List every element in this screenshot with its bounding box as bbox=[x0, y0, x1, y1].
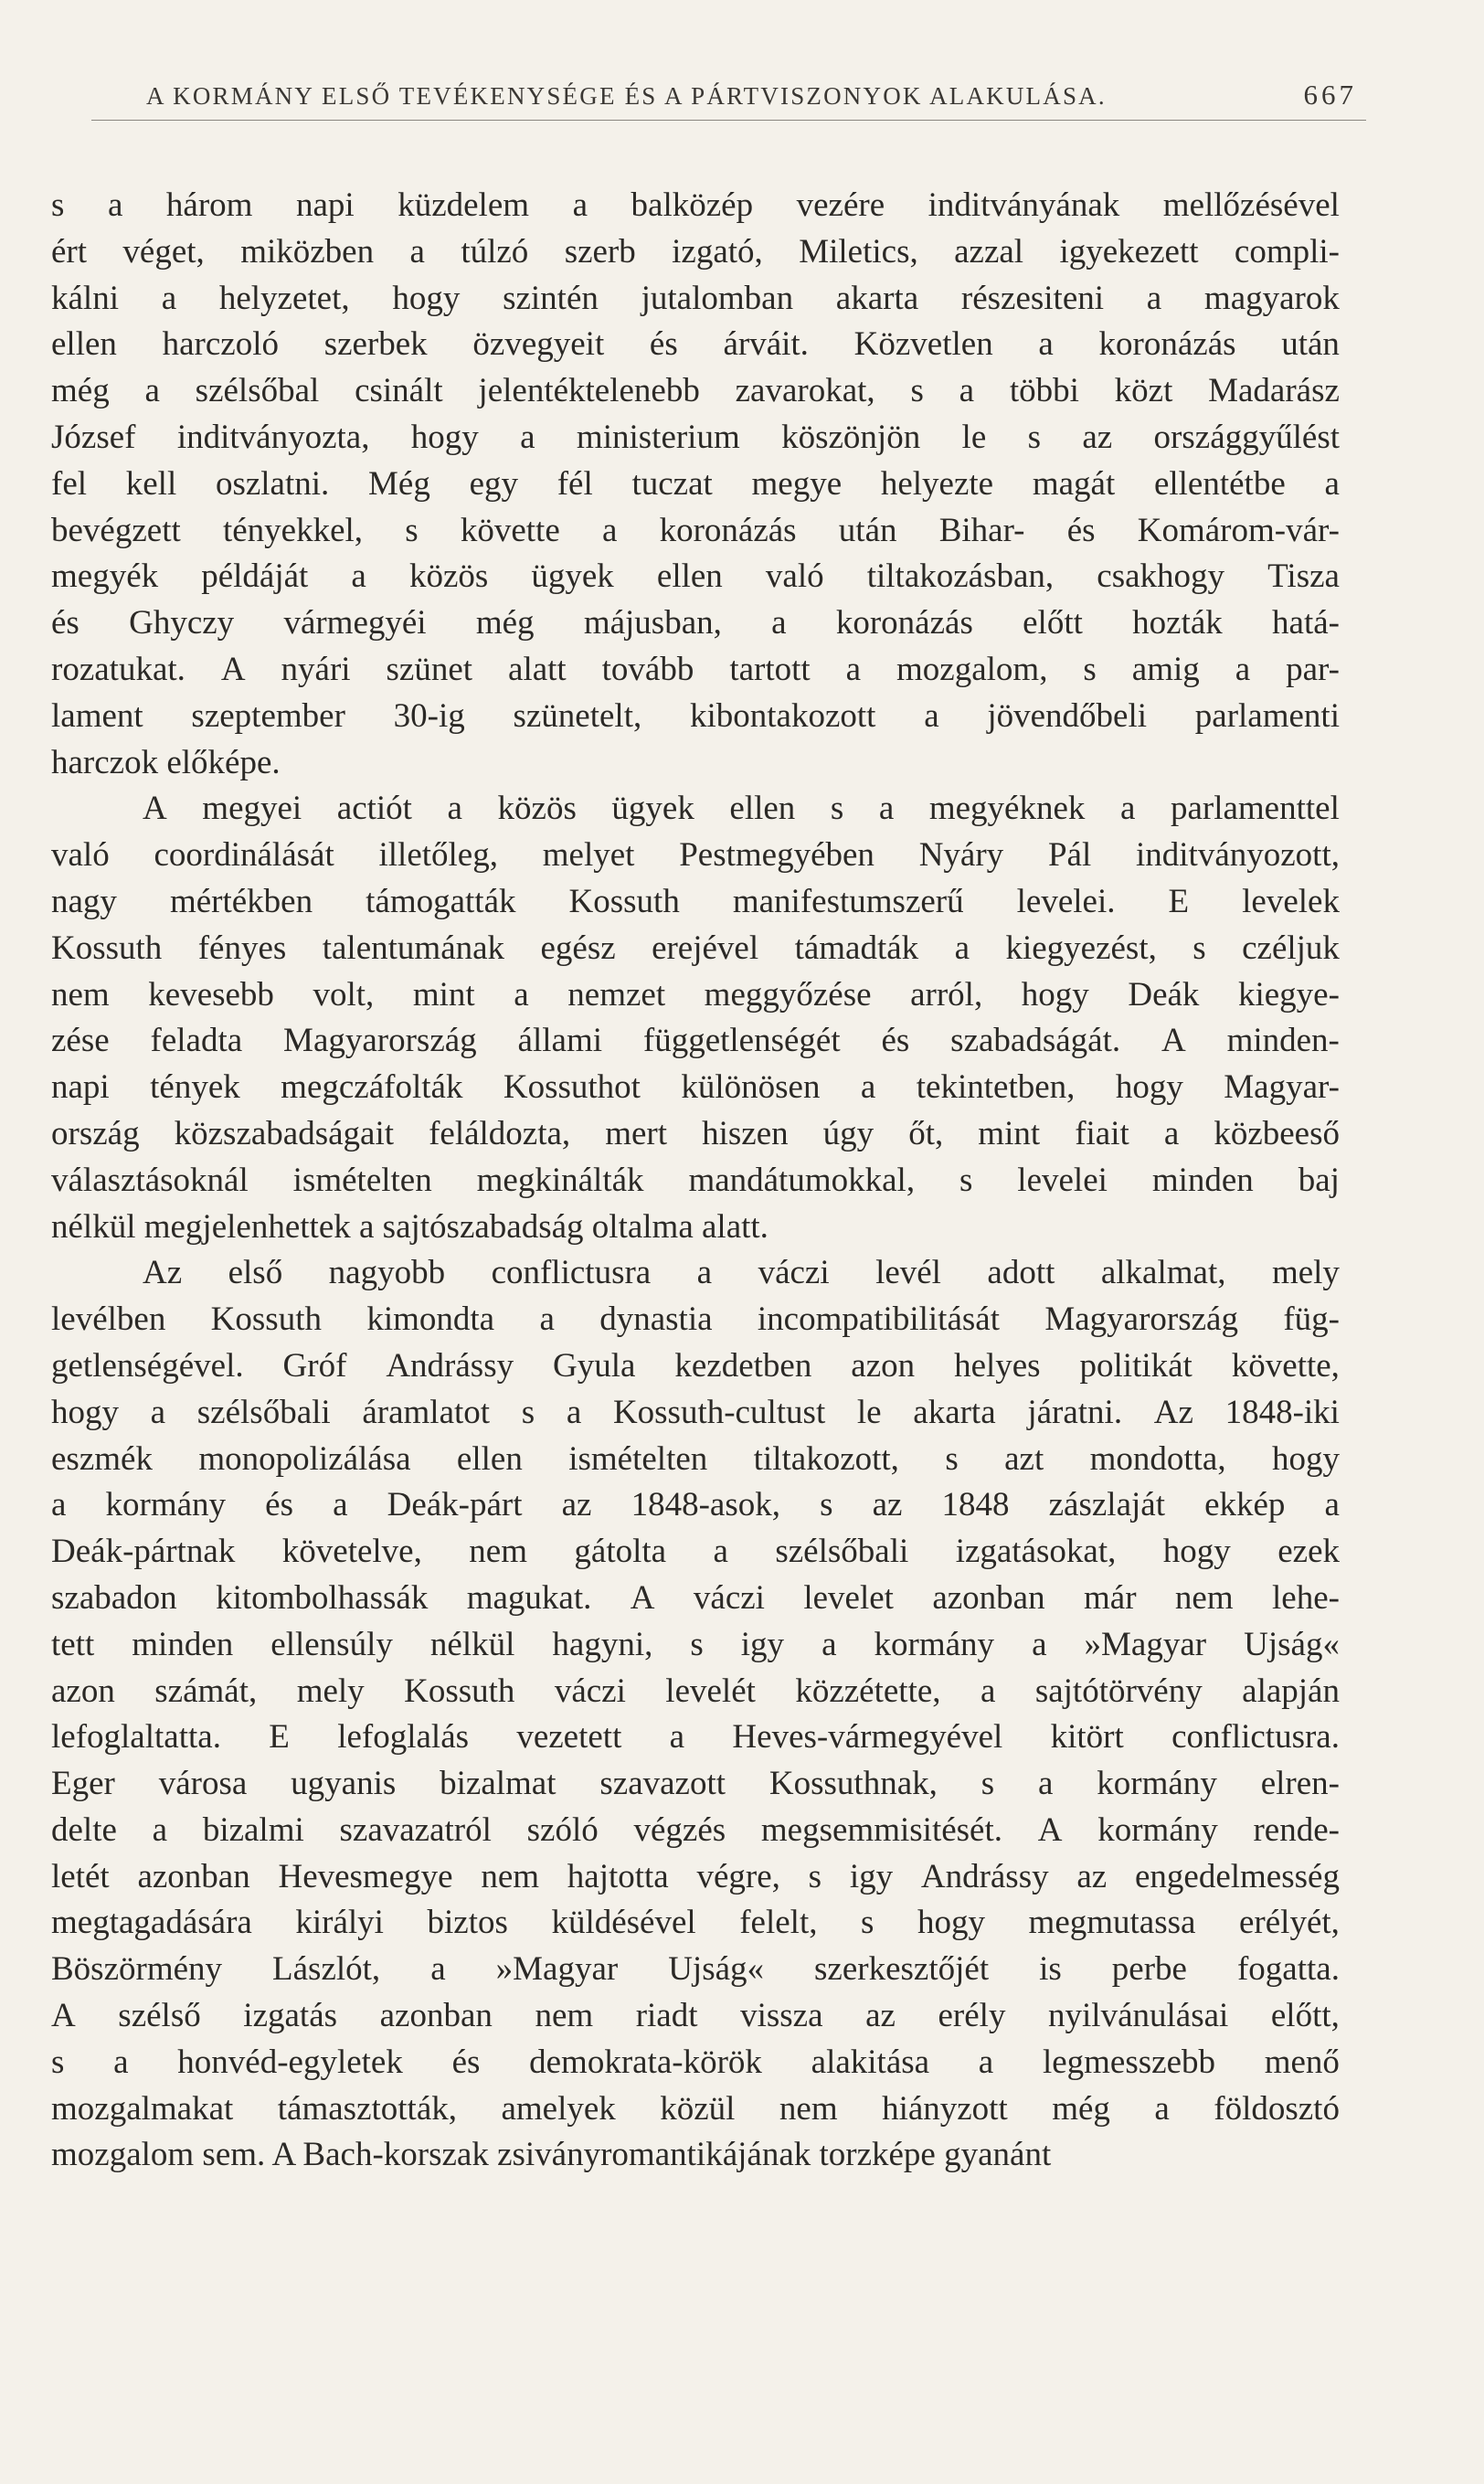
text-line: s a három napi küzdelem a balközép vezére inditványának mellőzésével bbox=[51, 186, 1340, 224]
text-line: kálni a helyzetet, hogy szintén jutalomban akarta részesiteni a magyarok bbox=[51, 279, 1340, 317]
text-line: Az első nagyobb conflictusra a váczi levél adott alkalmat, mely bbox=[143, 1254, 1340, 1292]
text-line: letét azonban Hevesmegye nem hajtotta végre, s igy Andrássy az engedelmesség bbox=[51, 1857, 1340, 1895]
text-line: azon számát, mely Kossuth váczi levelét közzétette, a sajtótörvény alapján bbox=[51, 1672, 1340, 1710]
text-line: fel kell oszlatni. Még egy fél tuczat megye helyezte magát ellentétbe a bbox=[51, 464, 1340, 503]
text-line: lament szeptember 30-ig szünetelt, kibontakozott a jövendőbeli parlamenti bbox=[51, 696, 1340, 735]
text-line: ellen harczoló szerbek özvegyeit és árváit. Közvetlen a koronázás után bbox=[51, 325, 1340, 364]
text-line: megyék példáját a közös ügyek ellen való tiltakozásban, csakhogy Tisza bbox=[51, 557, 1340, 596]
text-line: lefoglaltatta. E lefoglalás vezetett a Heves-vármegyével kitört conflictusra. bbox=[51, 1718, 1340, 1757]
header-rule bbox=[91, 120, 1366, 121]
text-line: bevégzett tényekkel, s követte a koronázás után Bihar- és Komárom-vár- bbox=[51, 511, 1340, 549]
text-line: mozgalom sem. A Bach-korszak zsiványromantikájának torzképe gyanánt bbox=[51, 2136, 1052, 2174]
text-line: getlenségével. Gróf Andrássy Gyula kezdetben azon helyes politikát követte, bbox=[51, 1346, 1340, 1385]
page-number: 667 bbox=[1303, 79, 1357, 111]
text-line: nem kevesebb volt, mint a nemzet meggyőzése arról, hogy Deák kiegye- bbox=[51, 975, 1340, 1014]
text-line: József inditványozta, hogy a ministerium köszönjön le s az országgyűlést bbox=[51, 418, 1340, 456]
body-text bbox=[51, 183, 1340, 2179]
text-line: eszmék monopolizálása ellen ismételten tiltakozott, s azt mondotta, hogy bbox=[51, 1439, 1340, 1478]
text-line: hogy a szélsőbali áramlatot s a Kossuth-cultust le akarta járatni. Az 1848-iki bbox=[51, 1393, 1340, 1431]
text-line: ország közszabadságait feláldozta, mert hiszen úgy őt, mint fiait a közbeeső bbox=[51, 1114, 1340, 1152]
text-line: levélben Kossuth kimondta a dynastia incompatibilitását Magyarország füg- bbox=[51, 1300, 1340, 1339]
text-line: Kossuth fényes talentumának egész erejével támadták a kiegyezést, s czéljuk bbox=[51, 929, 1340, 967]
text-line: Böszörmény Lászlót, a »Magyar Ujság« szerkesztőjét is perbe fogatta. bbox=[51, 1950, 1340, 1989]
text-line: tett minden ellensúly nélkül hagyni, s igy a kormány a »Magyar Ujság« bbox=[51, 1625, 1340, 1663]
paragraph bbox=[51, 786, 1340, 1250]
text-line: napi tények megczáfolták Kossuthot különösen a tekintetben, hogy Magyar- bbox=[51, 1068, 1340, 1107]
text-line: megtagadására királyi biztos küldésével felelt, s hogy megmutassa erélyét, bbox=[51, 1904, 1340, 1942]
text-line: A megyei actiót a közös ügyek ellen s a megyéknek a parlamenttel bbox=[143, 790, 1340, 828]
text-line: zése feladta Magyarország állami függetlenségét és szabadságát. A minden- bbox=[51, 1022, 1340, 1060]
text-line: Eger városa ugyanis bizalmat szavazott Kossuthnak, s a kormány elren- bbox=[51, 1765, 1340, 1803]
text-line: nagy mértékben támogatták Kossuth manifestumszerű levelei. E levelek bbox=[51, 882, 1340, 920]
text-line: harczok előképe. bbox=[51, 743, 281, 781]
paragraph bbox=[51, 1250, 1340, 2179]
text-line: s a honvéd-egyletek és demokrata-körök alakitása a legmesszebb menő bbox=[51, 2043, 1340, 2081]
text-line: delte a bizalmi szavazatról szóló végzés megsemmisitését. A kormány rende- bbox=[51, 1810, 1340, 1849]
text-line: ért véget, miközben a túlzó szerb izgató, Miletics, azzal igyekezett compli- bbox=[51, 232, 1340, 271]
text-line: való coordinálását illetőleg, melyet Pestmegyében Nyáry Pál inditványozott, bbox=[51, 836, 1340, 875]
running-head-title: A KORMÁNY ELSŐ TEVÉKENYSÉGE ÉS A PÁRTVISZONYOK ALAKULÁSA. bbox=[146, 82, 1107, 110]
paragraph bbox=[51, 183, 1340, 786]
text-line: mozgalmakat támasztották, amelyek közül nem hiányzott még a földosztó bbox=[51, 2089, 1340, 2128]
text-line: választásoknál ismételten megkinálták mandátumokkal, s levelei minden baj bbox=[51, 1161, 1340, 1199]
text-line: A szélső izgatás azonban nem riadt vissza az erély nyilvánulásai előtt, bbox=[51, 1997, 1340, 2035]
text-line: és Ghyczy vármegyéi még májusban, a koronázás előtt hozták hatá- bbox=[51, 604, 1340, 642]
text-line: még a szélsőbal csinált jelentéktelenebb zavarokat, s a többi közt Madarász bbox=[51, 372, 1340, 410]
text-line: a kormány és a Deák-párt az 1848-asok, s az 1848 zászlaját ekkép a bbox=[51, 1486, 1340, 1524]
text-line: szabadon kitombolhassák magukat. A váczi levelet azonban már nem lehe- bbox=[51, 1578, 1340, 1617]
running-head bbox=[146, 79, 1357, 111]
text-line: rozatukat. A nyári szünet alatt tovább tartott a mozgalom, s amig a par- bbox=[51, 650, 1340, 688]
text-line: nélkül megjelenhettek a sajtószabadság oltalma alatt. bbox=[51, 1207, 768, 1246]
text-line: Deák-pártnak követelve, nem gátolta a szélsőbali izgatásokat, hogy ezek bbox=[51, 1533, 1340, 1571]
